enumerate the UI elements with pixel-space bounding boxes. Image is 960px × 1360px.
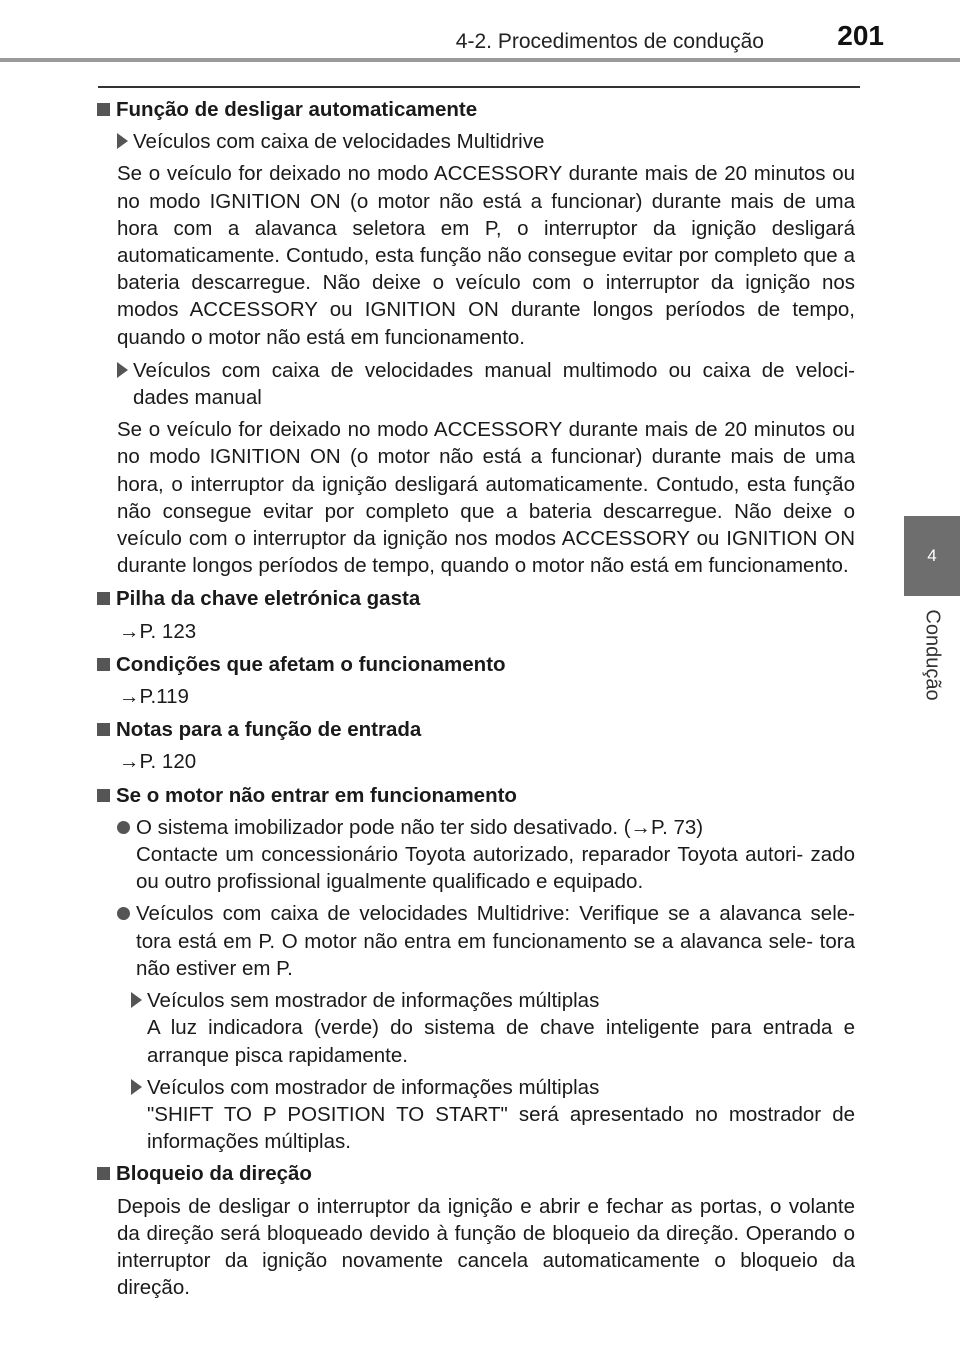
- page-reference[interactable]: P. 73): [651, 815, 704, 839]
- arrow-icon: →: [630, 815, 652, 839]
- triangle-bullet-icon: [117, 362, 128, 378]
- sub-item: Veículos com caixa de velocidades manual multimodo ou caixa de veloci- dades manual: [117, 357, 855, 411]
- page-header: [0, 0, 960, 62]
- page-number: 201: [837, 20, 884, 51]
- triangle-bullet-icon: [131, 992, 142, 1008]
- content-top-rule: [98, 86, 860, 88]
- page-reference[interactable]: →P.119: [119, 685, 189, 709]
- dot-bullet-icon: [117, 821, 130, 834]
- section-heading: Bloqueio da direção: [97, 1160, 855, 1187]
- square-bullet-icon: [97, 789, 110, 802]
- section-heading: Se o motor não entrar em funcionamento: [97, 782, 855, 809]
- triangle-bullet-icon: [131, 1079, 142, 1095]
- arrow-icon: →: [119, 685, 140, 709]
- section-heading: Pilha da chave eletrónica gasta: [97, 585, 855, 612]
- section-heading: Condições que afetam o funcionamento: [97, 651, 855, 678]
- section-title: 4-2. Procedimentos de condução: [455, 30, 764, 53]
- section-heading: Notas para a função de entrada: [97, 716, 855, 743]
- triangle-bullet-icon: [117, 133, 128, 149]
- dot-item: O sistema imobilizador pode não ter sido desativado. (→P. 73) Contacte um concessionário Toyota autorizado, reparador Toyota autori- zado ou outro profissional igualmente qualificado e equipado.: [117, 814, 855, 896]
- chapter-tab-number: 4: [904, 516, 960, 596]
- page-reference[interactable]: →P. 120: [119, 750, 197, 774]
- paragraph: Depois de desligar o interruptor da ignição e abrir e fechar as portas, o volante da direção será bloqueado devido à função de bloqueio da direção. Operando o interruptor da ignição novamente cancela automaticamente o bloqueio da direção.: [117, 1194, 855, 1300]
- arrow-icon: →: [119, 619, 140, 643]
- dot-bullet-icon: [117, 907, 130, 920]
- sub-item: Veículos com caixa de velocidades Multidrive: [117, 128, 855, 155]
- page-reference[interactable]: →P. 123: [119, 619, 197, 643]
- section-heading: Função de desligar automaticamente: [97, 96, 855, 123]
- dot-item: Veículos com caixa de velocidades Multidrive: Verifique se a alavanca sele- tora está em P. O motor não entra em funcionamento se a alavanca sele- tora não estiver em P.: [117, 900, 855, 982]
- paragraph: Se o veículo for deixado no modo ACCESSORY durante mais de 20 minutos ou no modo IGNITION ON (o motor não está a funcionar) durante mais de uma hora, o interruptor da ignição desligará automaticamente. Contudo, esta função não consegue evitar por completo que a bateria descarregue. Não deixe o veículo com o interruptor da ignição nos modos ACCESSORY ou IGNITION ON durante longos períodos de tempo, quando o motor não está em funcionamento.: [117, 418, 855, 578]
- page-content: [97, 94, 855, 1307]
- chapter-tab-label: Condução: [921, 609, 944, 701]
- square-bullet-icon: [97, 103, 110, 116]
- paragraph: Se o veículo for deixado no modo ACCESSORY durante mais de 20 minutos ou no modo IGNITION ON (o motor não está a funcionar) durante mais de uma hora com a alavanca seletora em P, o interruptor da ignição desligará automaticamente. Contudo, esta função não consegue evitar por completo que a bateria descarregue. Não deixe o veículo com o interruptor da ignição nos modos ACCESSORY ou IGNITION ON durante longos períodos de tempo, quando o motor não está em funcionamento.: [117, 162, 855, 349]
- arrow-icon: →: [119, 750, 140, 774]
- square-bullet-icon: [97, 592, 110, 605]
- square-bullet-icon: [97, 723, 110, 736]
- sub-item: Veículos com mostrador de informações múltiplas "SHIFT TO P POSITION TO START" será apresentado no mostrador de informações múltiplas.: [131, 1074, 855, 1156]
- square-bullet-icon: [97, 1167, 110, 1180]
- square-bullet-icon: [97, 658, 110, 671]
- sub-item: Veículos sem mostrador de informações múltiplas A luz indicadora (verde) do sistema de chave inteligente para entrada e arranque pisca rapidamente.: [131, 987, 855, 1069]
